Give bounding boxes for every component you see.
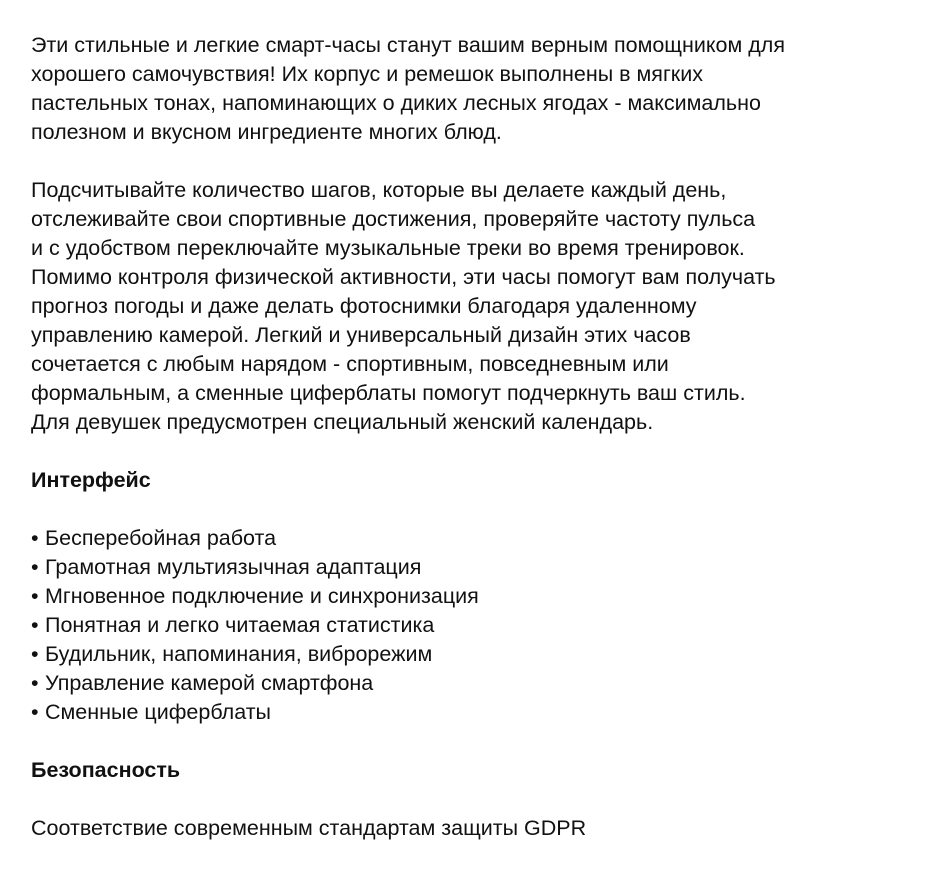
list-item — [31, 611, 926, 640]
product-description — [31, 31, 926, 843]
bullet-icon: • — [31, 526, 39, 550]
bullet-icon: • — [31, 671, 39, 695]
feature-text: Будильник, напоминания, виброрежим — [45, 642, 433, 666]
bullet-icon: • — [31, 555, 39, 579]
list-item — [31, 669, 926, 698]
security-text: Соответствие современным стандартам защиты GDPR — [31, 816, 587, 840]
list-item — [31, 698, 926, 727]
bullet-icon: • — [31, 613, 39, 637]
interface-heading: Интерфейс — [31, 468, 151, 492]
list-item — [31, 553, 926, 582]
bullet-icon: • — [31, 700, 39, 724]
feature-text: Сменные циферблаты — [45, 700, 272, 724]
list-item — [31, 582, 926, 611]
feature-text: Управление камерой смартфона — [45, 671, 374, 695]
bullet-icon: • — [31, 584, 39, 608]
feature-text: Мгновенное подключение и синхронизация — [45, 584, 479, 608]
description-paragraph-1: Эти стильные и легкие смарт-часы станут вашим верным помощником для хорошего самочувствия! Их корпус и ремешок выполнены в мягких пастельных тонах, напоминающих о диких лесных ягодах - максимально полезном и вкусном ингредиенте многих блюд. — [31, 33, 785, 144]
description-paragraph-2: Подсчитывайте количество шагов, которые вы делаете каждый день, отслеживайте свои спортивные достижения, проверяйте частоту пульса и с удобством переключайте музыкальные треки во время тренировок. Помимо контроля физической активности, эти часы помогут вам получать прогноз погоды и даже делать фотоснимки благодаря удаленному управлению камерой. Легкий и универсальный дизайн этих часов сочетается с любым нарядом - спортивным, повседневным или формальным, а сменные циферблаты помогут подчеркнуть ваш стиль. Для девушек предусмотрен специальный женский календарь. — [31, 178, 776, 434]
bullet-icon: • — [31, 642, 39, 666]
security-heading: Безопасность — [31, 758, 181, 782]
feature-text: Грамотная мультиязычная адаптация — [45, 555, 422, 579]
feature-text: Понятная и легко читаемая статистика — [45, 613, 435, 637]
feature-text: Бесперебойная работа — [45, 526, 277, 550]
interface-feature-list — [31, 524, 926, 727]
list-item — [31, 524, 926, 553]
list-item — [31, 640, 926, 669]
